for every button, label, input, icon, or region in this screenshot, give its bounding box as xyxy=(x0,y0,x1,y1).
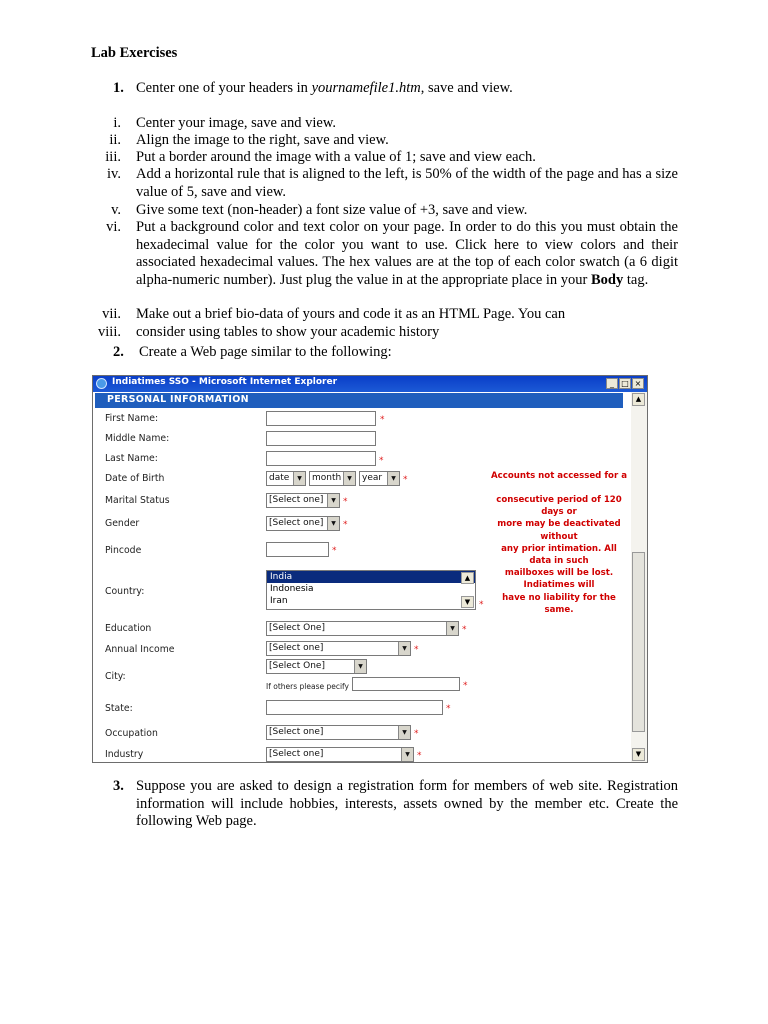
scroll-down-icon[interactable]: ▼ xyxy=(632,748,645,761)
required-mark: * xyxy=(479,600,484,610)
item-1-number: 1. xyxy=(113,80,124,96)
state-label: State: xyxy=(105,703,133,714)
maximize-icon[interactable]: □ xyxy=(619,378,631,389)
country-option[interactable]: Indonesia xyxy=(270,584,314,594)
item-2-number: 2. xyxy=(113,344,124,360)
ie-logo-icon xyxy=(96,378,107,389)
year-select-value: year xyxy=(362,473,383,483)
dropdown-arrow-icon: ▼ xyxy=(293,472,305,485)
country-option[interactable]: India xyxy=(267,571,475,583)
section-header xyxy=(95,393,623,408)
roman-num: i. xyxy=(113,115,121,131)
scroll-up-icon[interactable]: ▲ xyxy=(632,393,645,406)
education-label: Education xyxy=(105,623,152,634)
roman-num: v. xyxy=(111,202,121,218)
list-scroll-up-icon[interactable]: ▲ xyxy=(461,572,474,584)
dropdown-arrow-icon: ▼ xyxy=(398,726,410,739)
section-header-text: PERSONAL INFORMATION xyxy=(107,394,249,405)
annual-income-select[interactable] xyxy=(266,641,411,656)
scroll-thumb[interactable] xyxy=(632,552,645,732)
required-mark: * xyxy=(463,681,468,691)
roman-item-text: Put a background color and text color on your page. In order to do this you must obtain the hexadecimal value for the color you want to use. Click here to view colors and their associated hexadecimal values. The hex values are at the top of each color swatch (a 6 digit alpha-numeric number). Just plug the value in at the appropriate place in your xyxy=(136,219,678,288)
list-scroll-down-icon[interactable]: ▼ xyxy=(461,596,474,608)
notice-line: more may be deactivated xyxy=(497,519,621,530)
close-icon[interactable]: × xyxy=(632,378,644,389)
required-mark: * xyxy=(462,625,467,635)
required-mark: * xyxy=(414,645,419,655)
marital-status-label: Marital Status xyxy=(105,495,170,506)
item-2-text: Create a Web page similar to the following: xyxy=(139,344,392,360)
roman-item: Put a border around the image with a value of 1; save and view each. xyxy=(136,149,536,165)
occupation-label: Occupation xyxy=(105,728,158,739)
notice-title: Accounts not accessed for a xyxy=(490,471,627,481)
roman-num: vi. xyxy=(106,219,121,235)
last-name-label: Last Name: xyxy=(105,453,158,464)
middle-name-label: Middle Name: xyxy=(105,433,170,444)
roman-num: vii. xyxy=(102,306,121,322)
last-name-input[interactable] xyxy=(266,451,376,466)
required-mark: * xyxy=(343,497,348,507)
roman-item: Align the image to the right, save and view. xyxy=(136,132,389,148)
notice-line: same. xyxy=(544,604,574,615)
annual-income-label: Annual Income xyxy=(105,644,175,655)
notice-line: Indiatimes will xyxy=(523,580,595,591)
roman-num: iii. xyxy=(105,149,121,165)
required-mark: * xyxy=(379,456,384,466)
education-select[interactable] xyxy=(266,621,459,636)
roman-item: consider using tables to show your academic history xyxy=(136,324,440,340)
roman-item: Give some text (non-header) a font size value of +3, save and view. xyxy=(136,202,528,218)
gender-label: Gender xyxy=(105,518,140,529)
city-select-value: [Select One] xyxy=(269,661,325,671)
year-select[interactable] xyxy=(359,471,400,486)
notice-line: have no liability for the xyxy=(502,592,616,603)
city-label: City: xyxy=(105,671,126,682)
dropdown-arrow-icon: ▼ xyxy=(343,472,355,485)
industry-select-value: [Select one] xyxy=(269,749,324,759)
notice-line: consecutive period of 120 xyxy=(496,495,622,505)
required-mark: * xyxy=(446,704,451,714)
notice-line: days or xyxy=(541,507,577,518)
roman-item: Add a horizontal rule that is aligned to the left, is 50% of the width of the page and has a size value of 5, save and view. xyxy=(136,166,678,200)
vertical-scrollbar[interactable] xyxy=(631,392,647,762)
roman-item-tail: tag. xyxy=(623,271,649,288)
notice-line: without xyxy=(540,531,578,542)
window-titlebar xyxy=(93,376,647,392)
body-keyword: Body xyxy=(591,271,624,288)
month-select[interactable] xyxy=(309,471,356,486)
required-mark: * xyxy=(380,415,385,425)
country-listbox[interactable] xyxy=(266,570,476,610)
required-mark: * xyxy=(414,729,419,739)
notice-text xyxy=(487,494,631,616)
notice-line: any prior intimation. All xyxy=(501,543,617,554)
gender-select-value: [Select one] xyxy=(269,518,324,528)
browser-window-figure xyxy=(92,375,648,763)
notice-line: mailboxes will be lost. xyxy=(504,568,614,579)
month-select-value: month xyxy=(312,473,342,483)
required-mark: * xyxy=(343,520,348,530)
date-select-value: date xyxy=(269,473,290,483)
marital-select-value: [Select one] xyxy=(269,495,324,505)
page-title: Lab Exercises xyxy=(91,45,178,61)
first-name-label: First Name: xyxy=(105,413,159,424)
country-option[interactable]: Iran xyxy=(270,596,288,606)
roman-num: ii. xyxy=(109,132,121,148)
country-label: Country: xyxy=(105,586,145,597)
middle-name-input[interactable] xyxy=(266,431,376,446)
occupation-select[interactable] xyxy=(266,725,411,740)
state-input[interactable] xyxy=(266,700,443,715)
item-3-text: Suppose you are asked to design a registration form for members of web site. Registration information will include hobbies, interests, assets owned by the member etc. Create the following Web page. xyxy=(136,778,678,830)
marital-status-select[interactable] xyxy=(266,493,340,508)
occupation-select-value: [Select one] xyxy=(269,727,324,737)
date-select[interactable] xyxy=(266,471,306,486)
item-1-filename: yournamefile1.htm xyxy=(311,80,421,96)
item-3-number: 3. xyxy=(113,778,124,794)
required-mark: * xyxy=(332,546,337,556)
dropdown-arrow-icon: ▼ xyxy=(398,642,410,655)
dropdown-arrow-icon: ▼ xyxy=(387,472,399,485)
roman-item: Center your image, save and view. xyxy=(136,115,336,131)
item-1-post: , save and view. xyxy=(420,80,513,96)
dropdown-arrow-icon: ▼ xyxy=(401,748,413,761)
dropdown-arrow-icon: ▼ xyxy=(446,622,458,635)
item-1-text xyxy=(136,80,513,98)
dropdown-arrow-icon: ▼ xyxy=(354,660,366,673)
gender-select[interactable] xyxy=(266,516,340,531)
minimize-icon[interactable]: _ xyxy=(606,378,618,389)
pincode-label: Pincode xyxy=(105,545,142,556)
required-mark: * xyxy=(417,751,422,761)
item-1-pre: Center one of your headers in xyxy=(136,80,312,96)
industry-select[interactable] xyxy=(266,747,414,762)
roman-item xyxy=(136,219,678,289)
dob-label: Date of Birth xyxy=(105,473,165,484)
first-name-input[interactable] xyxy=(266,411,376,426)
pincode-input[interactable] xyxy=(266,542,329,557)
window-title: Indiatimes SSO - Microsoft Internet Explorer xyxy=(112,377,338,387)
roman-item: Make out a brief bio-data of yours and code it as an HTML Page. You can xyxy=(136,306,566,322)
roman-num: viii. xyxy=(98,324,121,340)
dropdown-arrow-icon: ▼ xyxy=(327,517,339,530)
city-select[interactable] xyxy=(266,659,367,674)
education-select-value: [Select One] xyxy=(269,623,325,633)
income-select-value: [Select one] xyxy=(269,643,324,653)
roman-num: iv. xyxy=(107,166,121,182)
city-other-label: If others please pecify xyxy=(266,682,349,691)
industry-label: Industry xyxy=(105,749,144,760)
notice-line: data in such xyxy=(529,556,589,567)
dropdown-arrow-icon: ▼ xyxy=(327,494,339,507)
required-mark: * xyxy=(403,475,408,485)
city-other-input[interactable] xyxy=(352,677,460,691)
